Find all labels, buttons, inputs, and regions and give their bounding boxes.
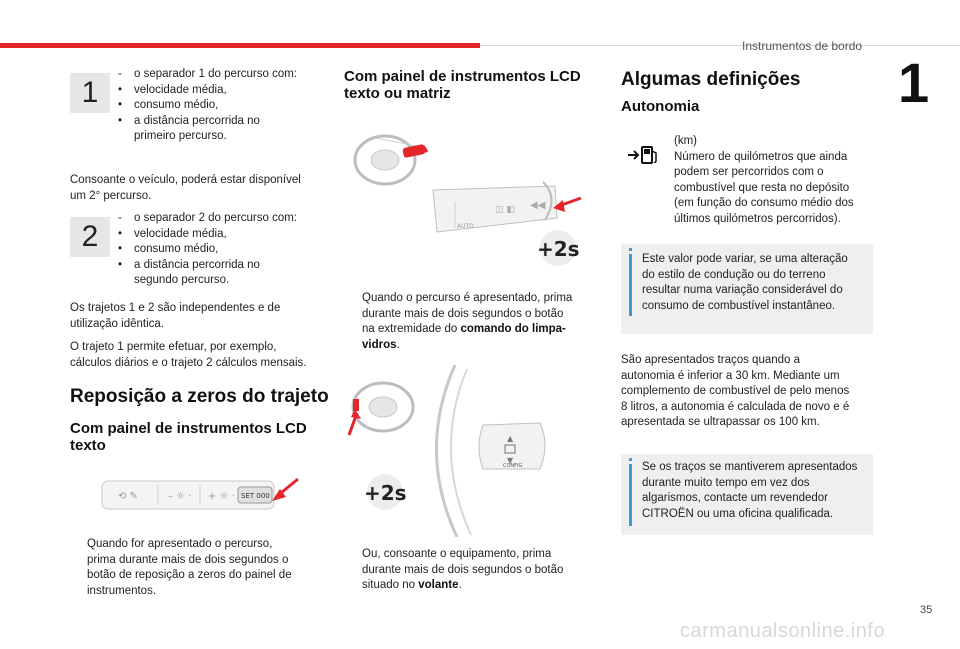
svg-text:▲: ▲ <box>507 434 514 443</box>
page-number: 35 <box>920 604 933 616</box>
steering-wheel-illustration <box>345 365 590 537</box>
heading-some-definitions: Algumas definições <box>621 69 801 90</box>
two-second-badge: +2s <box>537 237 580 261</box>
fuel-range-icon <box>626 143 660 167</box>
step-2-badge: 2 <box>70 217 110 257</box>
instrument-panel-buttons-illustration <box>100 475 305 517</box>
autonomy-description: (km) Número de quilómetros que ainda podem ser percorridos com o combustível que resta no depósito (em função do consumo médio dos últimos quilómetros percorridos). <box>674 135 854 225</box>
header-red-bar <box>0 43 480 48</box>
heading-lcd-matrix: Com painel de instrumentos LCD texto ou matriz <box>344 68 581 102</box>
stalk-highlight-red <box>402 144 426 158</box>
wiper-stalk-illustration <box>345 120 590 270</box>
config-label: CONFIG <box>503 463 523 469</box>
chapter-number: 1 <box>898 51 930 114</box>
svg-text:◫ ◧: ◫ ◧ <box>495 205 515 215</box>
paragraph-trip-example: O trajeto 1 permite efetuar, por exemplo, cálculos diários e o trajeto 2 cálculos mensais. <box>70 341 307 369</box>
paragraph-second-trip: Consoante o veículo, poderá estar disponível um 2° percurso. <box>70 174 301 202</box>
info-note-contact-dealer: Se os traços se mantiverem apresentados durante muito tempo em vez dos algarismos, contacte um revendedor CITROËN ou uma oficina qualificada. <box>621 454 873 535</box>
section-title: Instrumentos de bordo <box>742 39 863 53</box>
set-button-label: SET 000 <box>241 492 270 500</box>
checkbox-bullet-icon <box>344 291 362 353</box>
step-1-badge: 1 <box>70 73 110 113</box>
header-rule <box>480 45 960 46</box>
paragraph-dashes: São apresentados traços quando a autonomia é inferior a 30 km. Mediante um complemento de combustível de pelo menos 8 litros, a autonomia é calculada de novo e é apresentada se ultrapassar os 100 km. <box>621 354 850 428</box>
svg-text:◀◀: ◀◀ <box>530 200 546 211</box>
checkbox-bullet-icon <box>344 547 362 594</box>
auto-label: AUTO <box>457 223 474 230</box>
watermark: carmanualsonline.info <box>680 620 886 642</box>
heading-autonomy: Autonomia <box>621 98 700 115</box>
wheel-highlight-red <box>353 399 359 411</box>
instruction-reset-button: Quando for apresentado o percurso, prima durante mais de dois segundos o botão de reposição a zeros do painel de instrumentos. <box>70 537 332 599</box>
step-2-list: - o separador 2 do percurso com: • velocidade média, • consumo médio, • a distância percorrida no segundo percurso. <box>118 212 298 286</box>
paragraph-independent-trips: Os trajetos 1 e 2 são independentes e de utilização idêntica. <box>70 302 281 330</box>
instruction-steering-wheel: Ou, consoante o equipamento, prima durante mais de dois segundos o botão situado no volante. <box>344 547 594 594</box>
step-1-list: - o separador 1 do percurso com: • velocidade média, • consumo médio, • a distância percorrida no primeiro percurso. <box>118 68 298 142</box>
svg-text:+ ☼ ·: + ☼ · <box>208 491 235 502</box>
heading-lcd-text: Com painel de instrumentos LCD texto <box>70 420 307 454</box>
svg-text:▼: ▼ <box>507 456 514 465</box>
info-icon <box>629 254 632 316</box>
svg-text:⟲ ✎: ⟲ ✎ <box>118 491 138 502</box>
info-icon <box>629 464 632 526</box>
info-note-variation: Este valor pode variar, se uma alteração do estilo de condução ou do terreno resultar numa variação considerável do consumo de combustível instantâneo. <box>621 244 873 334</box>
instruction-wiper-stalk: Quando o percurso é apresentado, prima durante mais de dois segundos o botão na extremidade do comando do limpa- vidros. <box>344 291 594 353</box>
svg-text:– ☼ ·: – ☼ · <box>168 491 192 502</box>
two-second-badge-2: +2s <box>364 481 407 505</box>
heading-trip-reset: Reposição a zeros do trajeto <box>70 386 329 407</box>
checkbox-bullet-icon <box>70 537 87 599</box>
